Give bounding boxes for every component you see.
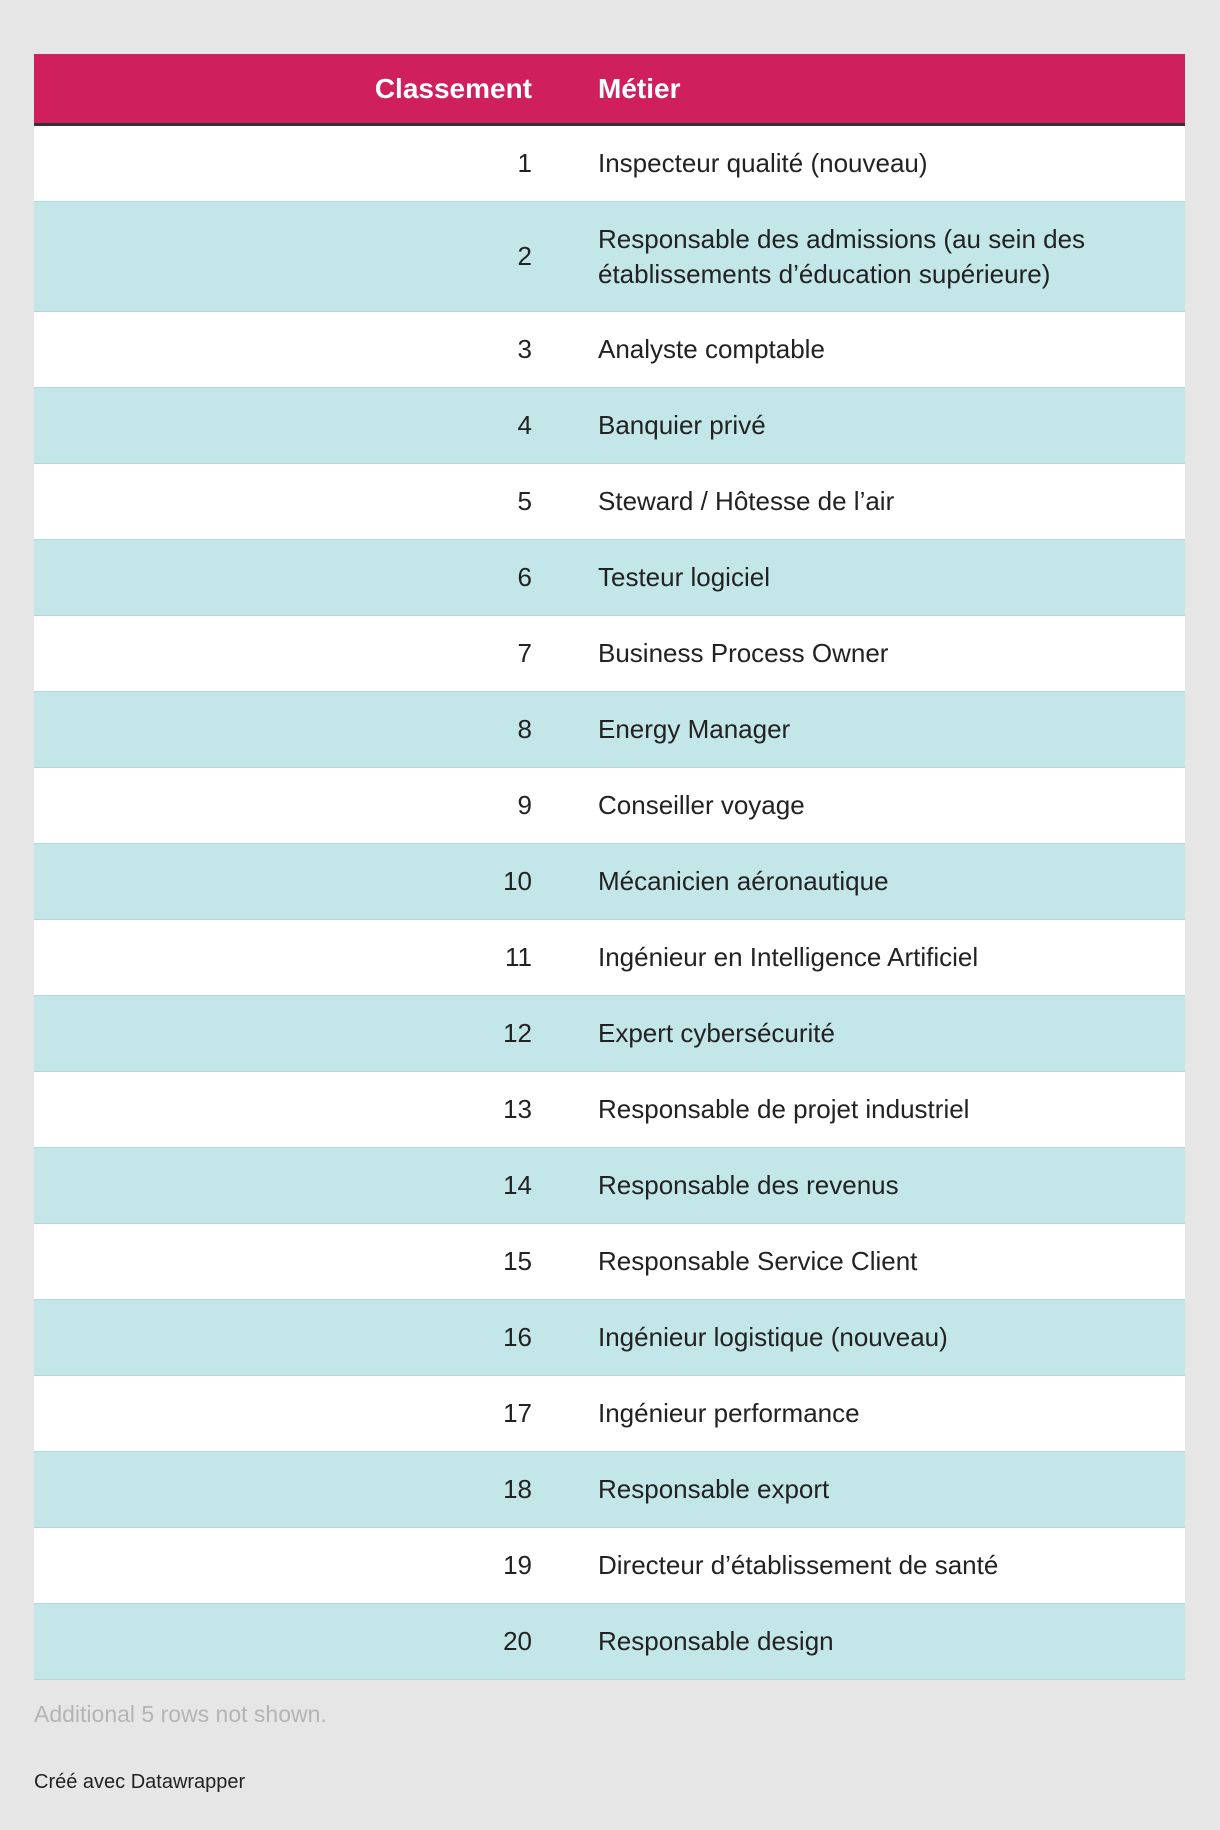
job-cell: Energy Manager <box>564 692 1185 768</box>
rank-cell: 10 <box>34 844 564 920</box>
job-cell: Responsable des admissions (au sein des établissements d’éducation supérieure) <box>564 202 1185 312</box>
rank-cell: 9 <box>34 768 564 844</box>
table-row <box>34 388 1185 464</box>
rank-cell: 18 <box>34 1452 564 1528</box>
rank-cell: 2 <box>34 202 564 312</box>
header-metier[interactable]: Métier <box>564 54 1185 125</box>
job-cell: Ingénieur logistique (nouveau) <box>564 1300 1185 1376</box>
job-cell: Ingénieur en Intelligence Artificiel <box>564 920 1185 996</box>
rank-cell: 15 <box>34 1224 564 1300</box>
header-classement[interactable]: Classement <box>34 54 564 125</box>
table-row <box>34 1604 1185 1680</box>
job-cell: Responsable design <box>564 1604 1185 1680</box>
job-cell: Ingénieur performance <box>564 1376 1185 1452</box>
table-body <box>34 125 1185 1680</box>
job-cell: Directeur d’établissement de santé <box>564 1528 1185 1604</box>
table-row <box>34 1224 1185 1300</box>
rank-cell: 19 <box>34 1528 564 1604</box>
rank-cell: 5 <box>34 464 564 540</box>
table-row <box>34 692 1185 768</box>
datawrapper-credit: Créé avec Datawrapper <box>34 1771 246 1793</box>
job-cell: Steward / Hôtesse de l’air <box>564 464 1185 540</box>
job-cell: Responsable Service Client <box>564 1224 1185 1300</box>
job-cell: Testeur logiciel <box>564 540 1185 616</box>
table-row <box>34 1072 1185 1148</box>
rank-cell: 4 <box>34 388 564 464</box>
job-cell: Analyste comptable <box>564 312 1185 388</box>
rank-cell: 12 <box>34 996 564 1072</box>
table-container <box>34 54 1185 1680</box>
table-row <box>34 996 1185 1072</box>
job-cell: Business Process Owner <box>564 616 1185 692</box>
rank-cell: 13 <box>34 1072 564 1148</box>
job-cell: Responsable export <box>564 1452 1185 1528</box>
table-row <box>34 1148 1185 1224</box>
job-cell: Expert cybersécurité <box>564 996 1185 1072</box>
rank-cell: 14 <box>34 1148 564 1224</box>
table-row <box>34 1300 1185 1376</box>
table-header-row <box>34 54 1185 125</box>
rank-cell: 1 <box>34 125 564 202</box>
table-row <box>34 464 1185 540</box>
rank-cell: 20 <box>34 1604 564 1680</box>
rank-cell: 11 <box>34 920 564 996</box>
table-row <box>34 616 1185 692</box>
table-row <box>34 540 1185 616</box>
rank-cell: 6 <box>34 540 564 616</box>
rows-hidden-note: Additional 5 rows not shown. <box>34 1701 327 1727</box>
job-cell: Conseiller voyage <box>564 768 1185 844</box>
table-row <box>34 125 1185 202</box>
rank-cell: 8 <box>34 692 564 768</box>
table-row <box>34 844 1185 920</box>
ranking-table <box>34 54 1185 1680</box>
job-cell: Responsable des revenus <box>564 1148 1185 1224</box>
job-cell: Responsable de projet industriel <box>564 1072 1185 1148</box>
job-cell: Mécanicien aéronautique <box>564 844 1185 920</box>
rank-cell: 3 <box>34 312 564 388</box>
rank-cell: 16 <box>34 1300 564 1376</box>
table-row <box>34 312 1185 388</box>
table-row <box>34 1376 1185 1452</box>
table-row <box>34 768 1185 844</box>
job-cell: Banquier privé <box>564 388 1185 464</box>
table-row <box>34 1528 1185 1604</box>
table-row <box>34 920 1185 996</box>
table-row <box>34 202 1185 312</box>
job-cell: Inspecteur qualité (nouveau) <box>564 125 1185 202</box>
table-row <box>34 1452 1185 1528</box>
rank-cell: 17 <box>34 1376 564 1452</box>
rank-cell: 7 <box>34 616 564 692</box>
